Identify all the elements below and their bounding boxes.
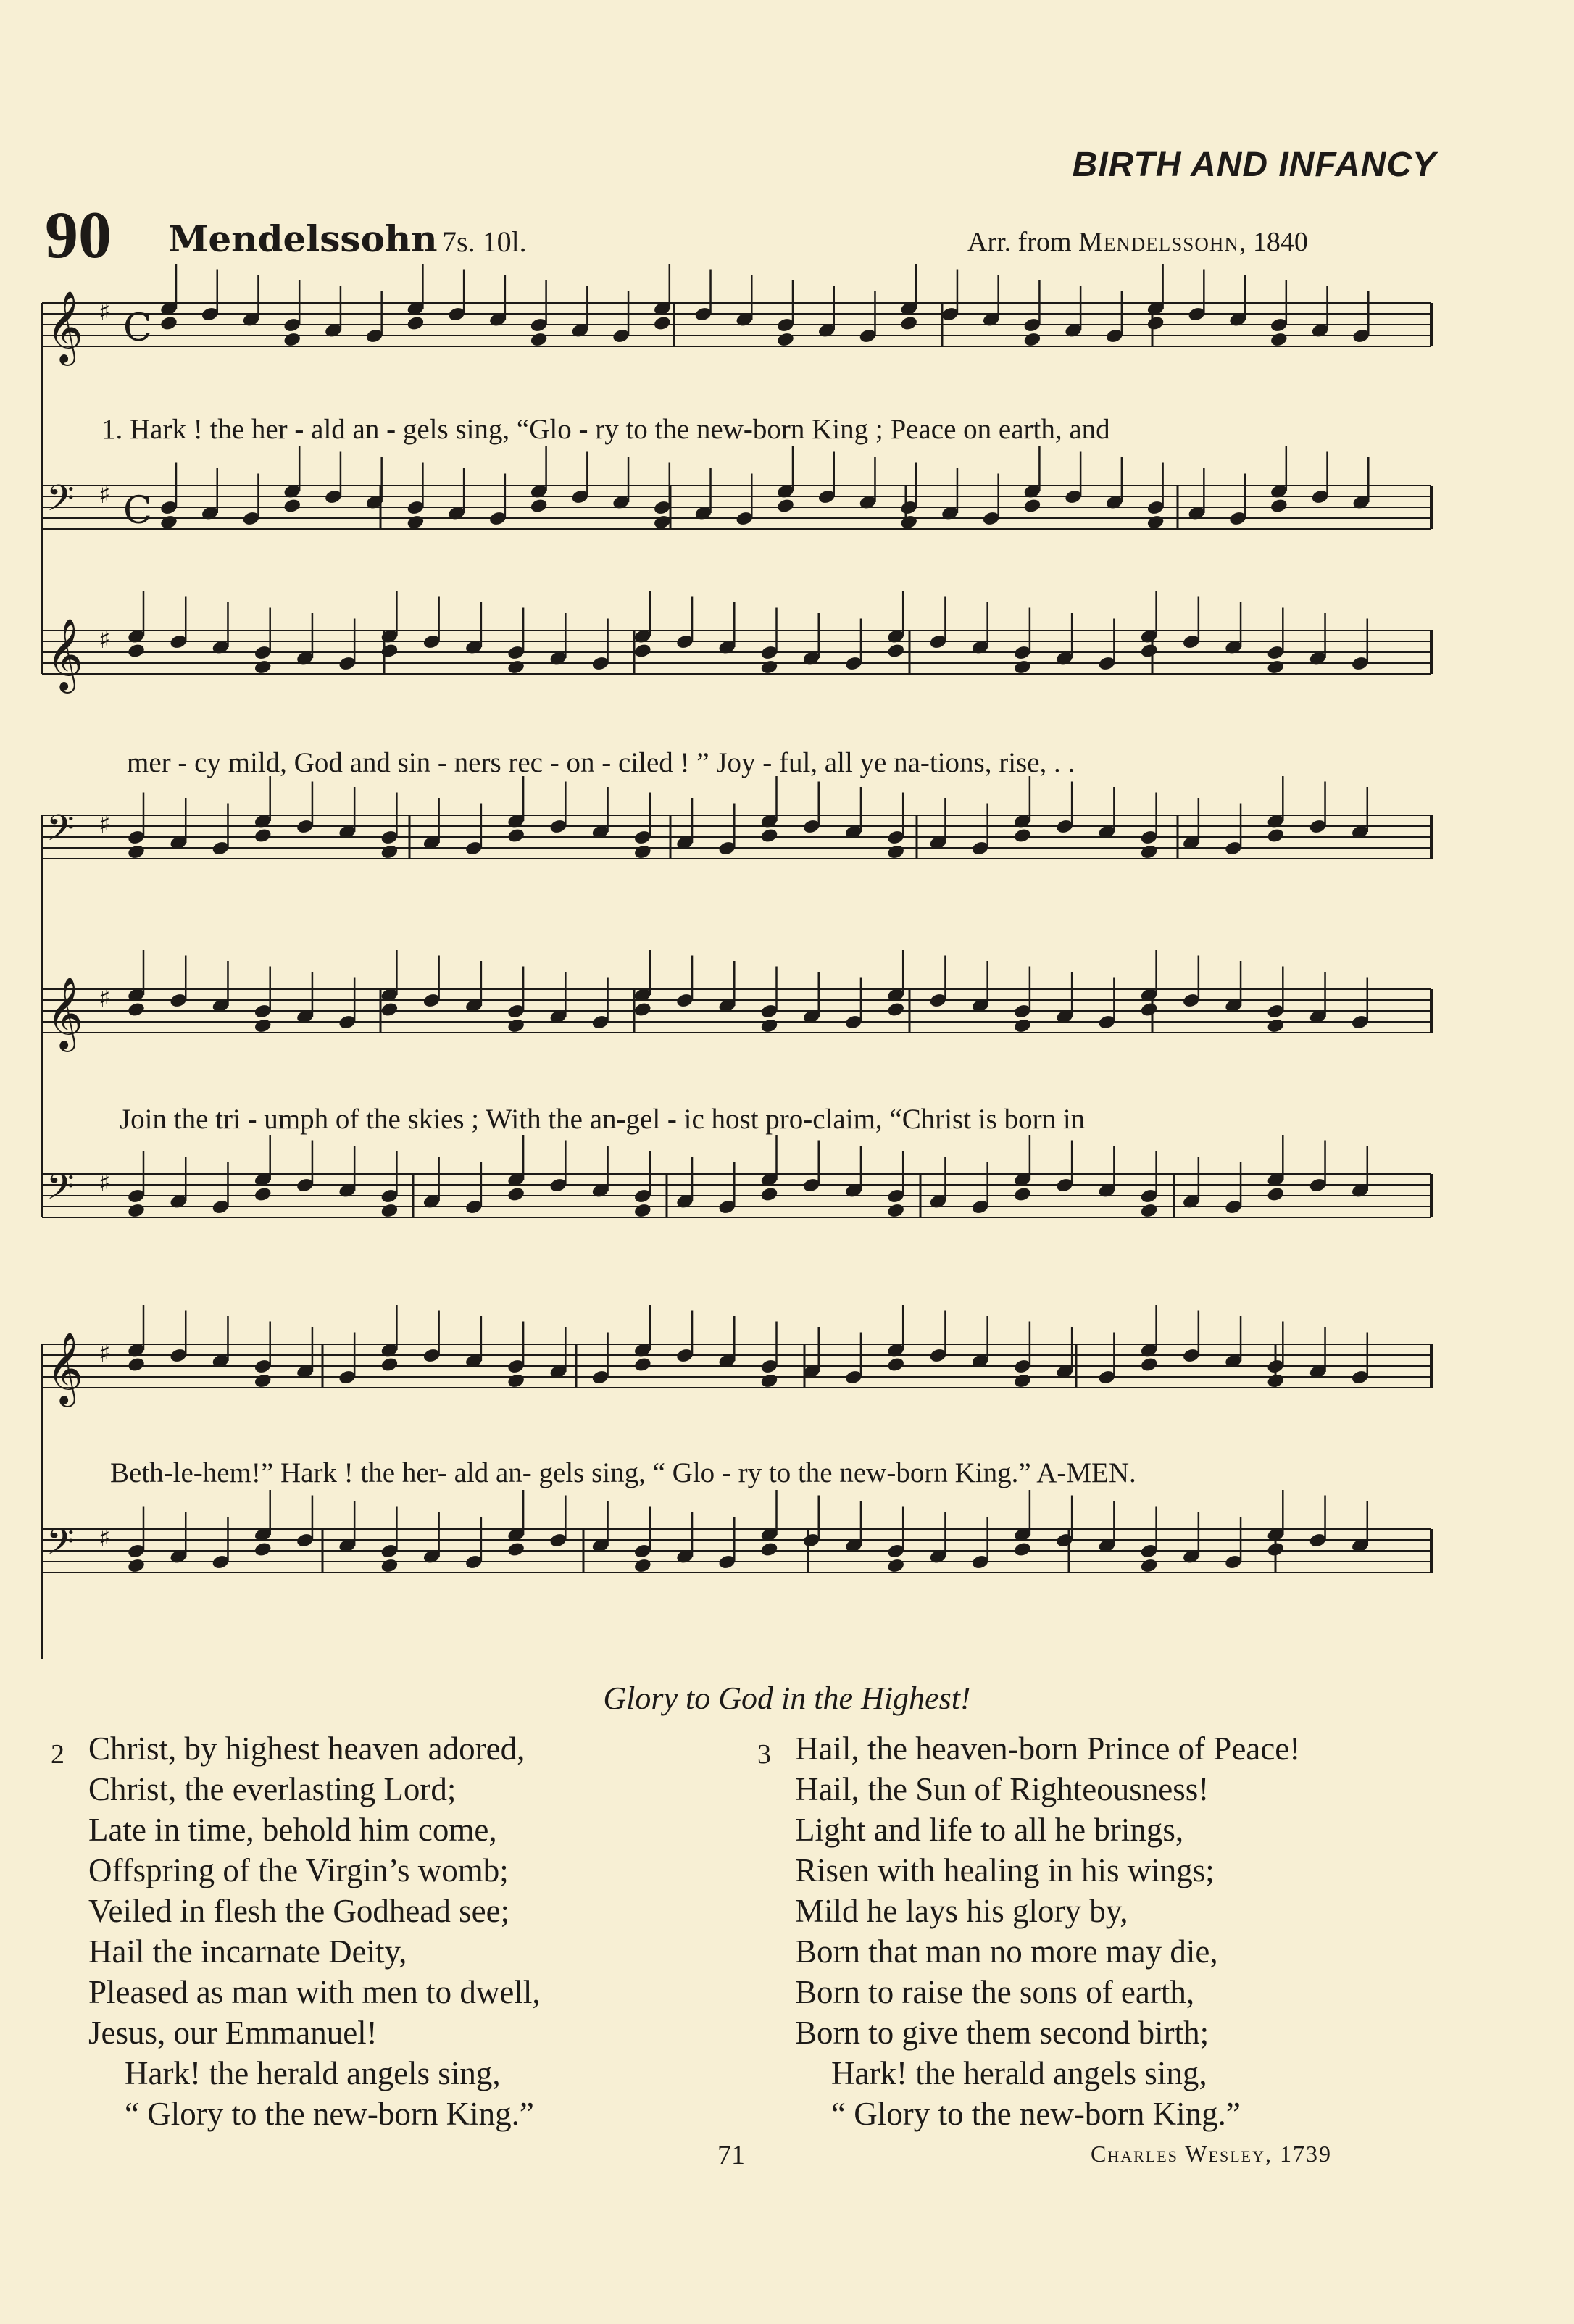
note-head: [1140, 1001, 1159, 1018]
note-head: [380, 1202, 399, 1219]
note-head: [653, 315, 672, 332]
sharp-icon: ♯: [99, 810, 111, 839]
note-head: [530, 331, 549, 348]
note-head: [899, 315, 918, 332]
sharp-icon: ♯: [99, 298, 111, 327]
sharp-icon: ♯: [99, 1169, 111, 1198]
note-head: [159, 315, 178, 332]
verse-2-line: Veiled in flesh the Godhead see;: [88, 1893, 510, 1929]
verse-2-line: Offspring of the Virgin’s womb;: [88, 1852, 509, 1888]
sharp-icon: ♯: [99, 480, 111, 509]
verse-3-line: Hail, the Sun of Righteousness!: [795, 1771, 1209, 1807]
sharp-icon: ♯: [99, 625, 111, 654]
note-head: [1140, 1202, 1159, 1219]
note-head: [127, 1202, 146, 1219]
note-head: [759, 659, 778, 675]
verse-3-line: Hail, the heaven-born Prince of Peace!: [795, 1730, 1301, 1767]
verse-3: [757, 1728, 1300, 2134]
verse-3-line: Light and life to all he brings,: [795, 1812, 1184, 1848]
bass-clef-icon: 𝄢: [46, 478, 75, 528]
common-time-icon: C: [123, 307, 152, 350]
verse-3-line: Risen with healing in his wings;: [795, 1852, 1215, 1888]
treble-clef-icon: 𝄞: [46, 1332, 83, 1404]
hymn-subtitle: Glory to God in the Highest!: [603, 1680, 971, 1716]
verse-2-line: Late in time, behold him come,: [88, 1812, 497, 1848]
note-head: [507, 1017, 525, 1034]
verse-3-line: Hark! the herald angels sing,: [831, 2055, 1207, 2091]
hymn-number: 90: [45, 198, 112, 272]
note-head: [1266, 828, 1285, 844]
sharp-icon: ♯: [99, 984, 111, 1013]
arranger-credit: Arr. from Mendelssohn, 1840: [967, 227, 1308, 257]
bass-clef-icon: 𝄢: [46, 1521, 75, 1572]
lyrics-line-1: 1. Hark ! the her - ald an - gels sing, “Glo - ry to the new-born King ; Peace on earth, and: [101, 414, 1110, 445]
note-head: [759, 1186, 778, 1203]
bass-clef-icon: 𝄢: [46, 1166, 75, 1217]
verse-2-number: 2: [51, 1739, 64, 1770]
verse-2-line: Jesus, our Emmanuel!: [88, 2015, 378, 2051]
note-head: [1140, 1357, 1159, 1373]
note-head: [254, 1186, 272, 1203]
note-head: [254, 1017, 272, 1034]
note-head: [1013, 1186, 1032, 1203]
meter: 7s. 10l.: [442, 225, 527, 258]
note-head: [127, 1557, 146, 1574]
note-head: [254, 1541, 272, 1558]
note-head: [653, 514, 672, 530]
note-head: [380, 1001, 399, 1018]
note-head: [507, 828, 525, 844]
verse-3-number: 3: [757, 1739, 771, 1770]
note-head: [886, 1001, 905, 1018]
note-head: [1013, 659, 1032, 675]
verse-3-line: Mild he lays his glory by,: [795, 1893, 1128, 1929]
note-head: [1140, 643, 1159, 659]
verse-3-line: Born that man no more may die,: [795, 1933, 1218, 1970]
note-head: [633, 844, 652, 860]
verse-3-line: Born to raise the sons of earth,: [795, 1974, 1195, 2010]
note-head: [507, 1541, 525, 1558]
note-head: [1023, 498, 1041, 515]
note-head: [254, 659, 272, 675]
verse-2-line: Christ, by highest heaven adored,: [88, 1730, 525, 1767]
note-head: [759, 1017, 778, 1034]
verse-2-line: Pleased as man with men to dwell,: [88, 1974, 541, 2010]
note-head: [1146, 514, 1165, 530]
note-head: [530, 498, 549, 515]
note-head: [1013, 828, 1032, 844]
note-head: [507, 659, 525, 675]
note-head: [886, 1557, 905, 1574]
note-head: [1266, 1373, 1285, 1389]
lyrics-line-2: mer - cy mild, God and sin - ners rec - on - ciled ! ” Joy - ful, all ye na-tions, rise, . .: [127, 747, 1075, 778]
note-head: [1270, 498, 1288, 515]
verse-2-line: Hark! the herald angels sing,: [125, 2055, 501, 2091]
note-head: [127, 643, 146, 659]
treble-clef-icon: 𝄞: [46, 291, 83, 363]
note-head: [1266, 1186, 1285, 1203]
note-head: [1013, 1373, 1032, 1389]
note-head: [1013, 1541, 1032, 1558]
verse-2-line: Christ, the everlasting Lord;: [88, 1771, 457, 1807]
note-head: [283, 331, 301, 348]
author-credit: Charles Wesley, 1739: [1091, 2141, 1332, 2167]
note-head: [886, 1202, 905, 1219]
note-head: [759, 828, 778, 844]
arranger-year: 1840: [1252, 227, 1308, 257]
note-head: [254, 828, 272, 844]
common-time-icon: C: [123, 489, 152, 533]
treble-clef-icon: 𝄞: [46, 977, 83, 1049]
note-head: [507, 1186, 525, 1203]
note-head: [380, 643, 399, 659]
note-head: [633, 1001, 652, 1018]
note-head: [127, 844, 146, 860]
note-head: [1013, 1017, 1032, 1034]
note-head: [776, 331, 795, 348]
note-head: [127, 1357, 146, 1373]
note-head: [633, 1357, 652, 1373]
note-head: [254, 1373, 272, 1389]
note-head: [283, 498, 301, 515]
note-head: [1023, 331, 1041, 348]
sharp-icon: ♯: [99, 1339, 111, 1368]
note-head: [1266, 1017, 1285, 1034]
verse-2: [51, 1728, 541, 2134]
lyrics-line-4: Beth-le-hem!” Hark ! the her- ald an- gels sing, “ Glo - ry to the new-born King.” A-MEN.: [110, 1457, 1136, 1488]
note-head: [380, 1557, 399, 1574]
verse-3-line: “ Glory to the new-born King.”: [831, 2096, 1241, 2132]
note-head: [127, 1001, 146, 1018]
note-head: [759, 1541, 778, 1558]
section-title: BIRTH AND INFANCY: [1072, 146, 1436, 184]
note-head: [159, 514, 178, 530]
note-head: [1140, 1557, 1159, 1574]
note-head: [380, 844, 399, 860]
note-head: [1266, 1541, 1285, 1558]
verse-3-line: Born to give them second birth;: [795, 2015, 1209, 2051]
note-head: [406, 514, 425, 530]
note-head: [633, 643, 652, 659]
note-head: [886, 844, 905, 860]
sharp-icon: ♯: [99, 1524, 111, 1553]
note-head: [380, 1357, 399, 1373]
note-head: [406, 315, 425, 332]
note-head: [1140, 844, 1159, 860]
note-head: [776, 498, 795, 515]
tune-name: Mendelssohn: [168, 217, 438, 260]
note-head: [759, 1373, 778, 1389]
note-head: [1146, 315, 1165, 332]
bass-clef-icon: 𝄢: [46, 807, 75, 858]
note-head: [633, 1557, 652, 1574]
note-head: [1266, 659, 1285, 675]
note-head: [1270, 331, 1288, 348]
note-head: [886, 1357, 905, 1373]
arranger-name: Mendelssohn: [1078, 227, 1239, 257]
verse-2-line: “ Glory to the new-born King.”: [125, 2096, 534, 2132]
verse-2-line: Hail the incarnate Deity,: [88, 1933, 407, 1970]
note-head: [507, 1373, 525, 1389]
arranger-prefix: Arr. from: [967, 227, 1072, 257]
page-number: 71: [717, 2140, 745, 2170]
note-head: [633, 1202, 652, 1219]
lyrics-line-3: Join the tri - umph of the skies ; With the an-gel - ic host pro-claim, “Christ is born in: [120, 1104, 1086, 1135]
note-head: [899, 514, 918, 530]
treble-clef-icon: 𝄞: [46, 618, 83, 691]
note-head: [886, 643, 905, 659]
